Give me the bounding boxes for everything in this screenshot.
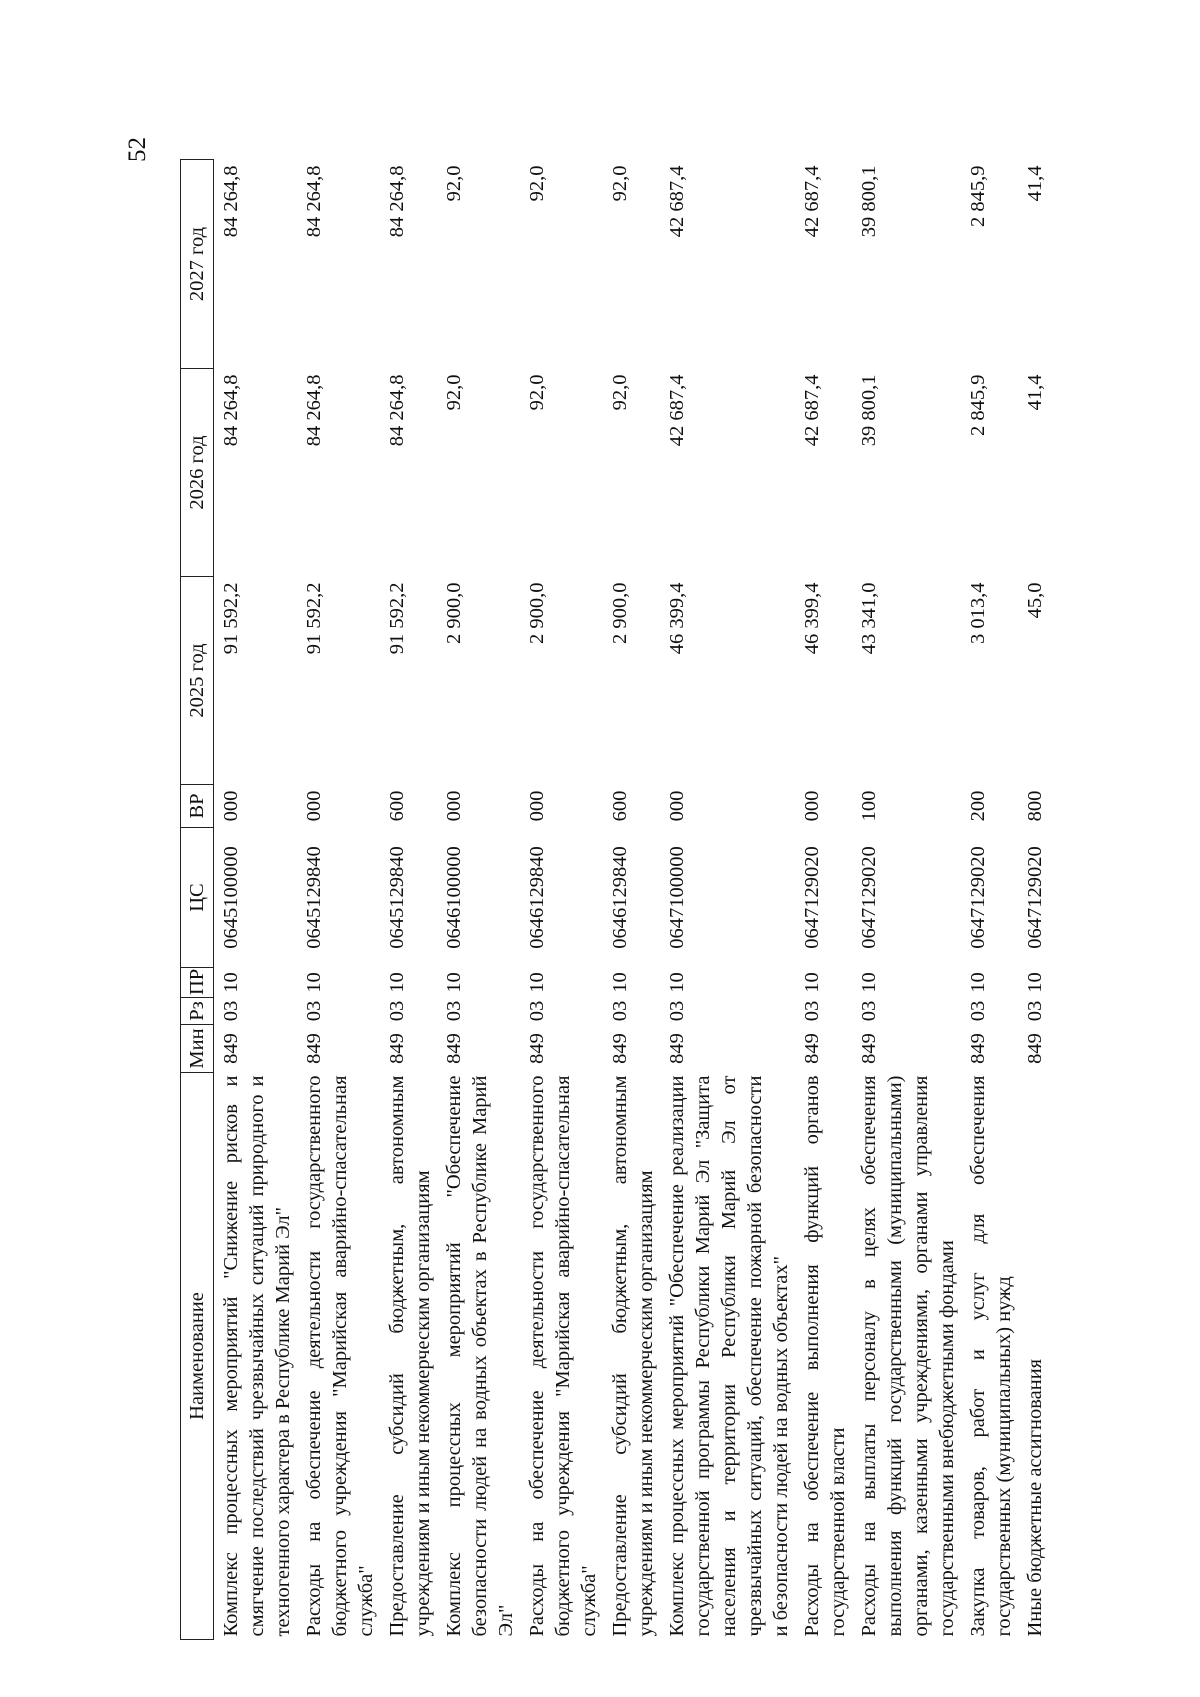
cell-name: Комплекс процессных мероприятий "Обеспечение реализации государственной программы Республики Марий Эл "Защита населения и территории Республики Марий Эл от чрезвычайных ситуаций, обеспечение пожарной безопасности и безопасности людей на водных объектах" [666,1075,792,1637]
header-vr: ВР [181,785,214,828]
cell-pr: 10 [220,972,242,993]
cell-2027: 84 264,8 [220,165,242,238]
table-body [214,160,1052,1640]
cell-min: 849 [801,1033,823,1064]
cell-vr: 100 [858,790,880,822]
cell-rz: 03 [858,1000,880,1022]
cell-2027: 84 264,8 [386,165,408,238]
cell-vr: 000 [666,790,688,822]
cell-2025: 91 592,2 [220,582,242,655]
page-number: 52 [124,137,151,162]
cell-2027: 42 687,4 [666,165,688,238]
cell-vr: 800 [1024,790,1046,822]
cell-rz: 03 [220,1000,242,1022]
cell-cs: 0647129020 [967,846,989,949]
cell-2026: 84 264,8 [220,374,242,447]
cell-pr: 10 [386,972,408,993]
cell-min: 849 [303,1033,325,1064]
cell-pr: 10 [801,972,823,993]
cell-pr: 10 [666,972,688,993]
cell-2026: 39 800,1 [858,374,880,447]
cell-min: 849 [967,1033,989,1064]
cell-min: 849 [220,1033,242,1064]
cell-2025: 2 900,0 [443,582,465,644]
cell-pr: 10 [443,972,465,993]
cell-2027: 92,0 [609,165,631,202]
table-row [797,160,854,1640]
cell-min: 849 [1024,1033,1046,1064]
cell-pr: 10 [303,972,325,993]
cell-min: 849 [609,1033,631,1064]
cell-2027: 42 687,4 [801,165,823,238]
table-row [299,160,382,1640]
header-rz: Рз [181,998,214,1025]
cell-pr: 10 [609,972,631,993]
cell-2027: 39 800,1 [858,165,880,238]
cell-vr: 200 [967,790,989,822]
table-row [854,160,963,1640]
cell-2025: 3 013,4 [967,582,989,644]
cell-name: Комплекс процессных мероприятий "Обеспечение безопасности людей на водных объектах в Республике Марий Эл" [443,1075,517,1637]
cell-name: Расходы на выплаты персоналу в целях обеспечения выполнения функций государственными (муниципальными) органами, казенными учреждениями, органами управления государственными внебюджетными фондами [858,1075,958,1637]
cell-pr: 10 [526,972,548,993]
cell-rz: 03 [1024,1000,1046,1022]
cell-min: 849 [526,1033,548,1064]
cell-cs: 0645129840 [303,846,325,949]
rotated-page-content [180,160,1046,1640]
cell-name: Комплекс процессных мероприятий "Снижение рисков и смягчение последствий чрезвычайных ситуаций природного и техногенного характера в Республике Марий Эл" [220,1075,294,1637]
cell-name: Расходы на обеспечение выполнения функций органов государственной власти [801,1075,849,1637]
cell-pr: 10 [858,972,880,993]
cell-2025: 91 592,2 [303,582,325,655]
cell-min: 849 [443,1033,465,1064]
cell-name: Иные бюджетные ассигнования [1024,1358,1046,1637]
header-2025: 2025 год [181,577,214,785]
cell-name: Расходы на обеспечение деятельности государственного бюджетного учреждения "Марийская аварийно-спасательная служба" [303,1075,377,1637]
cell-2026: 92,0 [443,374,465,411]
cell-2026: 41,4 [1024,374,1046,411]
cell-2026: 42 687,4 [666,374,688,447]
table-row [439,160,522,1640]
cell-name: Закупка товаров, работ и услуг для обеспечения государственных (муниципальных) нужд [967,1075,1015,1637]
cell-rz: 03 [303,1000,325,1022]
cell-name: Расходы на обеспечение деятельности государственного бюджетного учреждения "Марийская аварийно-спасательная служба" [526,1075,600,1637]
header-2026: 2026 год [181,369,214,577]
cell-2027: 92,0 [443,165,465,202]
cell-2026: 84 264,8 [303,374,325,447]
cell-cs: 0647129020 [1024,846,1046,949]
cell-2027: 2 845,9 [967,165,989,227]
cell-name: Предоставление субсидий бюджетным, автономным учреждениям и иным некоммерческим организациям [386,1075,434,1637]
cell-2025: 46 399,4 [801,582,823,655]
cell-2025: 43 341,0 [858,582,880,655]
cell-vr: 000 [443,790,465,822]
cell-2026: 42 687,4 [801,374,823,447]
table-header [181,160,214,1640]
header-2027: 2027 год [181,160,214,369]
table-row [662,160,797,1640]
cell-2026: 84 264,8 [386,374,408,447]
cell-vr: 000 [303,790,325,822]
cell-cs: 0646129840 [526,846,548,949]
table-row [605,160,662,1640]
cell-rz: 03 [386,1000,408,1022]
cell-vr: 000 [220,790,242,822]
cell-2025: 2 900,0 [526,582,548,644]
cell-2026: 2 845,9 [967,374,989,436]
table-row [1020,160,1051,1640]
table-row [382,160,439,1640]
cell-pr: 10 [967,972,989,993]
cell-cs: 0647100000 [666,846,688,949]
cell-min: 849 [666,1033,688,1064]
header-cs: ЦС [181,828,214,968]
cell-vr: 600 [386,790,408,822]
cell-rz: 03 [666,1000,688,1022]
cell-2025: 91 592,2 [386,582,408,655]
header-name: Наименование [181,1073,214,1640]
table-row [963,160,1020,1640]
cell-cs: 0646100000 [443,846,465,949]
table-row [214,160,300,1640]
cell-cs: 0645129840 [386,846,408,949]
header-pr: ПР [181,968,214,998]
cell-rz: 03 [967,1000,989,1022]
cell-min: 849 [386,1033,408,1064]
cell-2026: 92,0 [609,374,631,411]
cell-rz: 03 [526,1000,548,1022]
cell-name: Предоставление субсидий бюджетным, автономным учреждениям и иным некоммерческим организациям [609,1075,657,1637]
cell-rz: 03 [609,1000,631,1022]
header-min: Мин [181,1025,214,1073]
cell-cs: 0647129020 [858,846,880,949]
cell-2027: 84 264,8 [303,165,325,238]
cell-min: 849 [858,1033,880,1064]
cell-cs: 0645100000 [220,846,242,949]
cell-2025: 2 900,0 [609,582,631,644]
budget-table [180,159,1051,1640]
cell-2025: 46 399,4 [666,582,688,655]
cell-2027: 92,0 [526,165,548,202]
cell-rz: 03 [801,1000,823,1022]
cell-2026: 92,0 [526,374,548,411]
header-row [181,160,214,1640]
cell-vr: 000 [801,790,823,822]
cell-2025: 45,0 [1024,582,1046,619]
cell-cs: 0646129840 [609,846,631,949]
cell-rz: 03 [443,1000,465,1022]
cell-2027: 41,4 [1024,165,1046,202]
table-row [522,160,605,1640]
cell-vr: 000 [526,790,548,822]
cell-vr: 600 [609,790,631,822]
cell-cs: 0647129020 [801,846,823,949]
cell-pr: 10 [1024,972,1046,993]
